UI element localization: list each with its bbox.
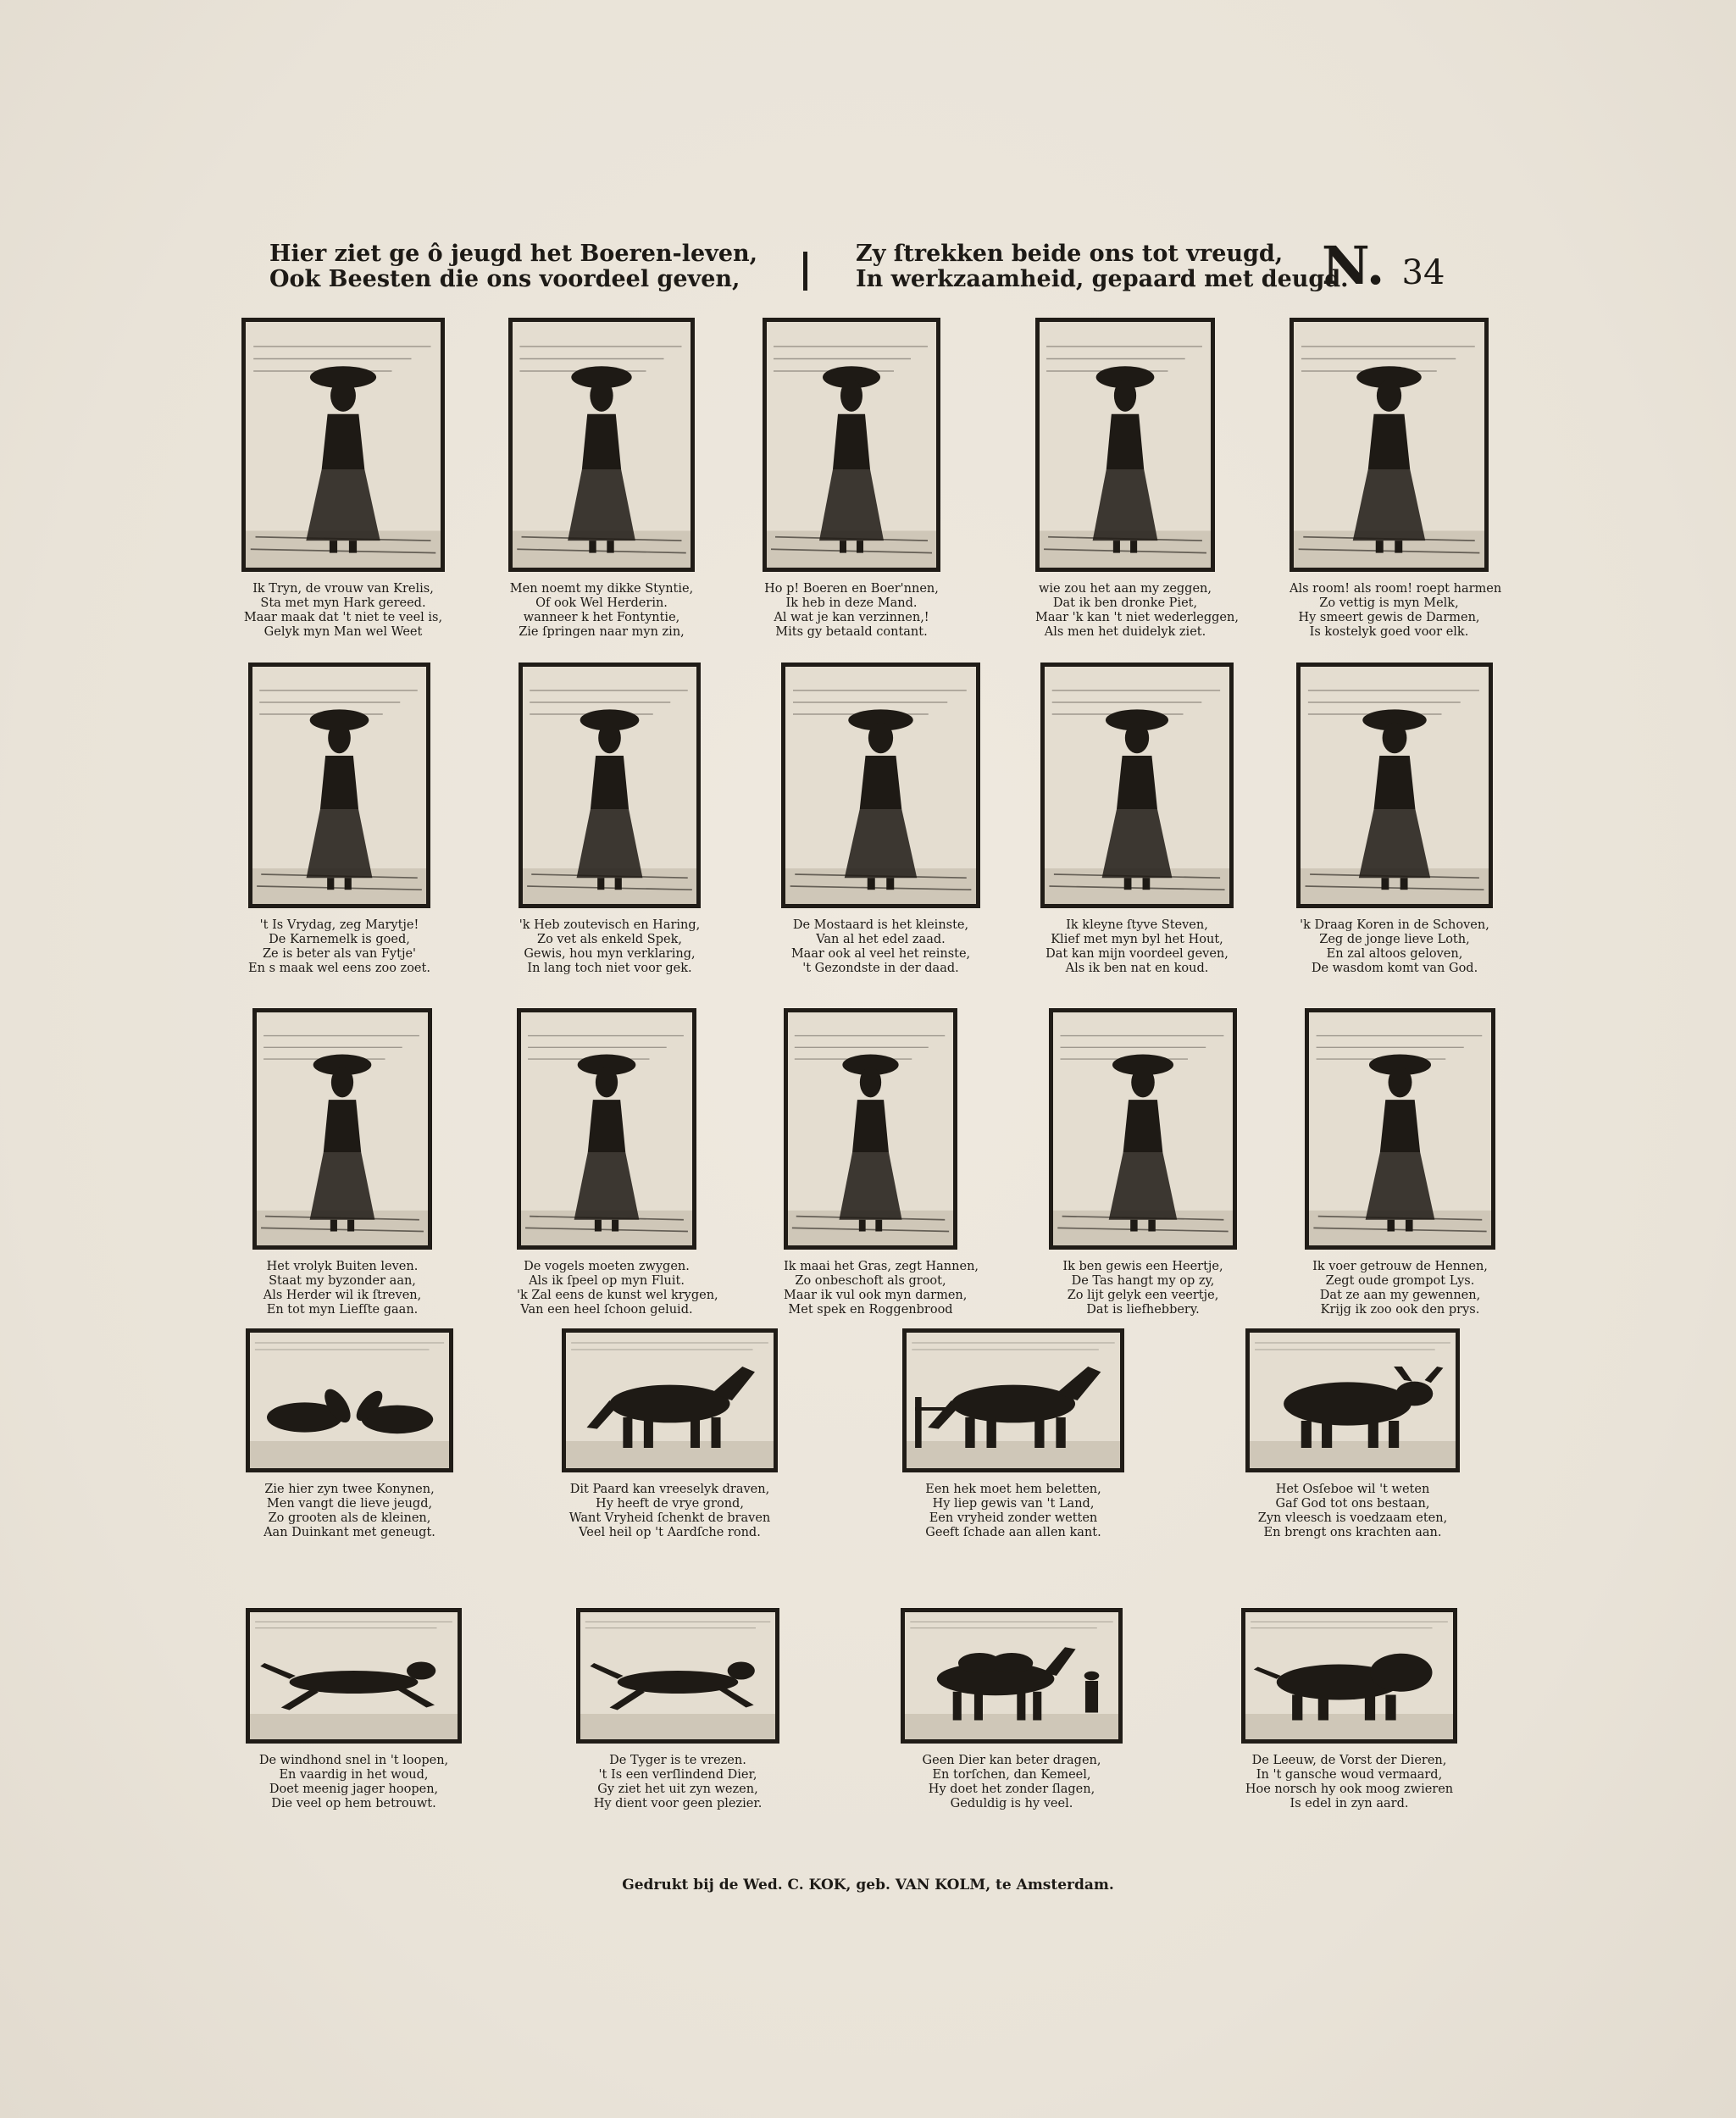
man-with-scythe-icon (788, 1012, 953, 1245)
verse-caption (902, 1483, 1124, 1540)
verse-line: Veel heil op 't Aardſche rond. (579, 1526, 761, 1539)
verse-line: 'k Heb zoutevisch en Haring, (519, 918, 701, 932)
verse-caption (1035, 582, 1239, 640)
verse-line: Zo vettig is myn Melk, (1319, 596, 1459, 610)
verse-caption (519, 918, 701, 976)
verse-line: Hy liep gewis van 't Land, (932, 1497, 1095, 1511)
verse-caption (901, 1754, 1123, 1811)
woodcut-illustration (252, 1008, 432, 1250)
verse-caption (517, 1260, 718, 1317)
verse-line: 't Is Vrydag, zeg Marytje! (259, 918, 419, 932)
verse-line: Zeg de jonge lieve Loth, (1319, 933, 1470, 946)
verse-line: En tot myn Liefſte gaan. (266, 1303, 419, 1317)
woodcut-panel (576, 1608, 779, 1811)
verse-line: Als room! als room! roept harmen (1290, 582, 1502, 596)
verse-line: Hy smeert gewis de Darmen, (1298, 611, 1480, 624)
verse-line: Van al het edel zaad. (816, 933, 946, 946)
verse-line: Gy ziet het uit zyn wezen, (597, 1783, 758, 1796)
verse-line: En vaardig in het woud, (279, 1768, 429, 1782)
woodcut-illustration (1035, 318, 1215, 572)
greyhound-icon (250, 1612, 458, 1739)
verse-caption (1040, 918, 1234, 976)
verse-line: Zie ſpringen naar myn zin, (519, 625, 685, 639)
header-divider (803, 252, 807, 291)
woodcut-panel (1305, 1008, 1495, 1317)
verse-caption (1290, 582, 1502, 640)
woman-with-rake-icon (246, 322, 441, 568)
verse-line: Als men het duidelyk ziet. (1044, 625, 1206, 639)
woodcut-panel (246, 1328, 453, 1540)
woodcut-panel (508, 318, 695, 640)
woodcut-illustration (1290, 318, 1489, 572)
woman-at-fountain-icon (513, 322, 691, 568)
verse-line: Ik kleyne ſtyve Steven, (1066, 918, 1208, 932)
woodcut-illustration (1049, 1008, 1237, 1250)
two-rabbits-icon (250, 1333, 449, 1468)
verse-caption (784, 1260, 979, 1317)
woodcut-panel (1040, 663, 1234, 976)
verse-line: In lang toch niet voor gek. (527, 962, 692, 975)
tiger-icon (580, 1612, 775, 1739)
verse-caption (1241, 1754, 1457, 1811)
verse-line: Een hek moet hem beletten, (925, 1483, 1101, 1496)
verse-line: Gewis, hou myn verklaring, (524, 947, 696, 961)
verse-line: De wasdom komt van God. (1311, 962, 1478, 975)
verse-line: Met spek en Roggenbrood (788, 1303, 953, 1317)
woodcut-panel (781, 663, 980, 976)
man-chopping-wood-icon (1045, 667, 1229, 904)
verse-line: Dat is liefhebbery. (1086, 1303, 1200, 1317)
woodcut-illustration (1245, 1328, 1460, 1472)
verse-line: Geeft ſchade aan allen kant. (925, 1526, 1101, 1539)
verse-line: Gelyk myn Man wel Weet (263, 625, 423, 639)
verse-line: Hy doet het zonder ſlagen, (928, 1783, 1095, 1796)
verse-line: De Tas hangt my op zy, (1071, 1274, 1215, 1288)
verse-line: Ik heb in deze Mand. (785, 596, 918, 610)
verse-line: En s maak wel eens zoo zoet. (248, 962, 430, 975)
verse-line: 't Gezondste in der daad. (802, 962, 959, 975)
woodcut-illustration (1296, 663, 1493, 908)
verse-line: En brengt ons krachten aan. (1263, 1526, 1442, 1539)
woodcut-illustration (1305, 1008, 1495, 1250)
woodcut-panel (246, 1608, 462, 1811)
woodcut-illustration (517, 1008, 696, 1250)
verse-line: Van een heel ſchoon geluid. (520, 1303, 693, 1317)
verse-line: Maar ook al veel het reinste, (790, 947, 971, 961)
verse-line: De windhond snel in 't loopen, (258, 1754, 449, 1767)
header-left-couplet (269, 241, 757, 292)
verse-caption (763, 582, 940, 640)
woodcut-illustration (508, 318, 695, 572)
verse-line: Dat ze aan my gewennen, (1319, 1289, 1481, 1302)
man-with-pitchfork-icon (1053, 1012, 1233, 1245)
milkman-with-yoke-icon (1294, 322, 1484, 568)
verse-line: Men noemt my dikke Styntie, (509, 582, 694, 596)
verse-line: En torſchen, dan Kemeel, (932, 1768, 1091, 1782)
woodcut-panel (763, 318, 940, 640)
verse-line: Dat ik ben dronke Piet, (1052, 596, 1198, 610)
printer-imprint: Gedrukt bij de Wed. C. KOK, geb. VAN KOLM, te Amsterdam. (622, 1877, 1114, 1893)
woodcut-illustration (562, 1328, 778, 1472)
woodcut-panel (1245, 1328, 1460, 1540)
verse-line: Als ik ben nat en koud. (1065, 962, 1209, 975)
verse-line: Maar ik vul ook myn darmen, (784, 1289, 968, 1302)
woodcut-panel (252, 1008, 432, 1317)
verse-line: Klief met myn byl het Hout, (1051, 933, 1223, 946)
verse-line: De Karnemelk is goed, (269, 933, 410, 946)
man-pointing-icon (1040, 322, 1211, 568)
woodcut-illustration (246, 1328, 453, 1472)
verse-line: In 't gansche woud vermaard, (1256, 1768, 1443, 1782)
verse-line: Is edel in zyn aard. (1290, 1797, 1409, 1810)
woodcut-panel (1049, 1008, 1237, 1317)
verse-line: Zegt oude grompot Lys. (1325, 1274, 1475, 1288)
verse-caption (248, 918, 430, 976)
woman-with-basket-and-tub-icon (523, 667, 696, 904)
verse-line: 'k Draag Koren in de Schoven, (1300, 918, 1489, 932)
verse-line: Doet meenig jager hoopen, (269, 1783, 439, 1796)
verse-line: Ik ben gewis een Heertje, (1062, 1260, 1223, 1273)
verse-line: Als ik ſpeel op myn Fluit. (529, 1274, 685, 1288)
woodcut-illustration (784, 1008, 957, 1250)
header-right-line-2: In werkzaamheid, gepaard met deugd. (856, 266, 1349, 292)
verse-line: Sta met myn Hark gereed. (260, 596, 426, 610)
verse-line: Geen Dier kan beter dragen, (922, 1754, 1101, 1767)
woodcut-illustration (248, 663, 430, 908)
woodcut-panel (1035, 318, 1239, 640)
woman-with-sheaf-icon (1301, 667, 1489, 904)
woodcut-panel (519, 663, 701, 976)
sheet-number (1322, 236, 1445, 302)
woodcut-panel (517, 1008, 718, 1317)
camel-with-driver-icon (905, 1612, 1118, 1739)
ox-icon (1250, 1333, 1456, 1468)
woodcut-panel (562, 1328, 778, 1540)
verse-caption (1296, 918, 1493, 976)
man-sowing-icon (785, 667, 976, 904)
woodcut-illustration (781, 663, 980, 908)
woodcut-panel (248, 663, 430, 976)
verse-line: wanneer k het Fontyntie, (523, 611, 680, 624)
woodcut-illustration (763, 318, 940, 572)
verse-line: Zo grooten als de kleinen, (268, 1511, 431, 1525)
verse-caption (252, 1260, 432, 1317)
galloping-horse-icon (566, 1333, 774, 1468)
verse-caption (1049, 1260, 1237, 1317)
verse-line: Want Vryheid ſchenkt de braven (568, 1511, 771, 1525)
shepherd-at-monument-icon (257, 1012, 428, 1245)
verse-line: Krijg ik zoo ook den prys. (1320, 1303, 1480, 1317)
verse-caption (1305, 1260, 1495, 1317)
verse-line: Ik voer getrouw de Hennen, (1312, 1260, 1488, 1273)
woman-feeding-chickens-icon (1309, 1012, 1491, 1245)
woodcut-panel (1296, 663, 1493, 976)
woodcut-panel (784, 1008, 979, 1317)
woodcut-panel (902, 1328, 1124, 1540)
verse-line: Als Herder wil ik ſtreven, (263, 1289, 422, 1302)
verse-line: Zo vet als enkeld Spek, (537, 933, 682, 946)
verse-line: De Leeuw, de Vorst der Dieren, (1251, 1754, 1447, 1767)
header-right-couplet (856, 241, 1349, 292)
verse-caption (562, 1483, 778, 1540)
verse-line: Aan Duinkant met geneugt. (263, 1526, 435, 1539)
sheet-header (0, 235, 1736, 309)
verse-line: Ze is beter als van Fytje' (262, 947, 417, 961)
verse-line: Dit Paard kan vreeselyk draven, (569, 1483, 770, 1496)
verse-line: Ik maai het Gras, zegt Hannen, (784, 1260, 979, 1273)
verse-line: Of ook Wel Herderin. (535, 596, 668, 610)
verse-line: Het Osſeboe wil 't weten (1275, 1483, 1430, 1496)
header-left-line-1: Hier ziet ge ô jeugd het Boeren-leven, (269, 241, 758, 267)
verse-line: Staat my byzonder aan, (269, 1274, 416, 1288)
verse-line: Het vrolyk Buiten leven. (266, 1260, 419, 1273)
verse-caption (781, 918, 980, 976)
verse-line: Zyn vleesch is voedzaam eten, (1257, 1511, 1448, 1525)
verse-caption (246, 1483, 453, 1540)
verse-line: De Mostaard is het kleinste, (792, 918, 969, 932)
woodcut-illustration (1241, 1608, 1457, 1744)
verse-line: Hy dient voor geen plezier. (593, 1797, 763, 1810)
verse-caption (246, 1754, 462, 1811)
milkmaid-with-yoke-icon (252, 667, 426, 904)
woodcut-panel (241, 318, 445, 640)
verse-line: Geduldig is hy veel. (950, 1797, 1073, 1810)
man-playing-flute-icon (521, 1012, 692, 1245)
woodcut-illustration (576, 1608, 779, 1744)
woodcut-illustration (901, 1608, 1123, 1744)
verse-line: Hy heeft de vrye grond, (596, 1497, 744, 1511)
woodcut-panel (1290, 318, 1502, 640)
verse-line: Men vangt die lieve jeugd, (266, 1497, 433, 1511)
sheet-number-value: 34 (1401, 253, 1445, 292)
verse-line: Hoe norsch hy ook moog zwieren (1245, 1783, 1454, 1796)
verse-line: Ik Tryn, de vrouw van Krelis, (252, 582, 434, 596)
verse-caption (241, 582, 445, 640)
verse-line: wie zou het aan my zeggen, (1038, 582, 1212, 596)
verse-line: En zal altoos geloven, (1326, 947, 1463, 961)
verse-line: Zie hier zyn twee Konynen, (264, 1483, 435, 1496)
woodcut-panel (901, 1608, 1123, 1811)
sheet-number-prefix: N. (1322, 235, 1385, 297)
verse-line: Een vryheid zonder wetten (929, 1511, 1098, 1525)
verse-line: De vogels moeten zwygen. (524, 1260, 690, 1273)
verse-caption (576, 1754, 779, 1811)
header-right-line-1: Zy ſtrekken beide ons tot vreugd, (856, 241, 1284, 267)
woodcut-illustration (241, 318, 445, 572)
verse-line: 'k Zal eens de kunst wel krygen, (517, 1289, 718, 1302)
verse-line: Maar 'k kan 't niet wederleggen, (1035, 611, 1239, 624)
verse-line: Gaf God tot ons bestaan, (1275, 1497, 1430, 1511)
verse-line: Maar maak dat 't niet te veel is, (243, 611, 443, 624)
woodcut-illustration (1040, 663, 1234, 908)
verse-line: Ho p! Boeren en Boer'nnen, (764, 582, 939, 596)
verse-line: Is kostelyk goed voor elk. (1309, 625, 1469, 639)
woodcut-panel (1241, 1608, 1457, 1811)
woman-with-basket-and-jug-icon (767, 322, 936, 568)
verse-caption (1245, 1483, 1460, 1540)
lion-icon (1245, 1612, 1453, 1739)
verse-caption (508, 582, 695, 640)
verse-line: Die veel op hem betrouwt. (271, 1797, 436, 1810)
verse-line: Zo lijt gelyk een veertje, (1067, 1289, 1219, 1302)
verse-line: Al wat je kan verzinnen,! (774, 611, 929, 624)
header-left-line-2: Ook Beesten die ons voordeel geven, (269, 266, 740, 292)
verse-line: De Tyger is te vrezen. (609, 1754, 746, 1767)
woodcut-illustration (246, 1608, 462, 1744)
verse-line: 't Is een verſlindend Dier, (598, 1768, 757, 1782)
woodcut-illustration (902, 1328, 1124, 1472)
horse-at-fence-icon (907, 1333, 1120, 1468)
verse-line: Zo onbeschoft als groot, (795, 1274, 946, 1288)
verse-line: Mits gy betaald contant. (775, 625, 928, 639)
verse-line: Dat kan mijn voordeel geven, (1045, 947, 1229, 961)
woodcut-illustration (519, 663, 701, 908)
